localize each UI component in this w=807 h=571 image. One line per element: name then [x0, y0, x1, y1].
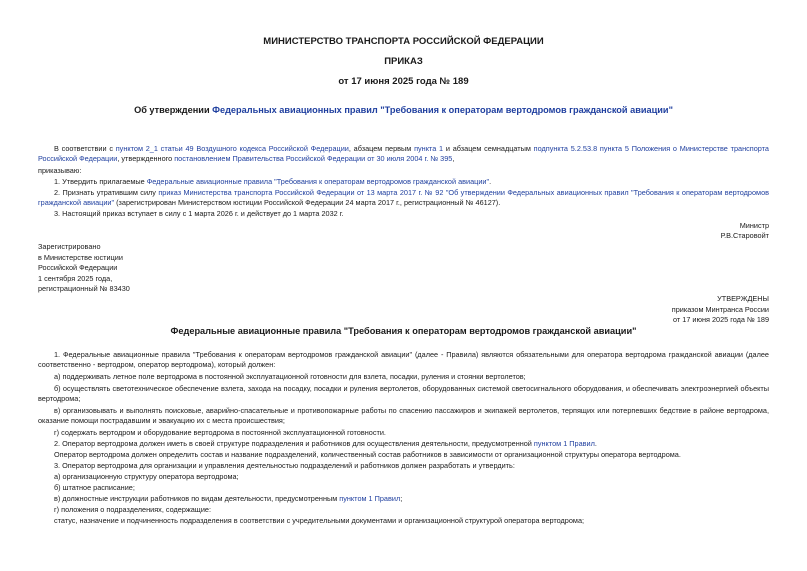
- order-item-3: 3. Настоящий приказ вступает в силу с 1 марта 2026 г. и действует до 1 марта 2032 г.: [54, 209, 344, 218]
- point-1-rules-link[interactable]: пунктом 1 Правил: [533, 439, 595, 448]
- order-item-1: [54, 177, 491, 187]
- order-verb: приказываю:: [38, 166, 82, 175]
- signer-name: Р.В.Старовойт: [720, 231, 769, 240]
- point-1-link[interactable]: пункта 1: [414, 144, 444, 153]
- document-type: ПРИКАЗ: [384, 56, 423, 67]
- approval-stamp-line: УТВЕРЖДЕНЫ: [717, 294, 769, 303]
- rules-paragraph-3: 3. Оператор вертодрома для организации и управления деятельностью подразделений и работников должен разработать и утвердить:: [54, 461, 515, 470]
- preamble-paragraph: [38, 144, 769, 164]
- rules-subitem-a: а) поддерживать летное поле вертодрома в постоянной эксплуатационной готовности для взлета, посадки, руления и стоянки вертолетов;: [54, 372, 526, 381]
- rules-text: .: [594, 439, 597, 448]
- order-item-2: [38, 188, 769, 208]
- regulation-subpoint-link[interactable]: подпункта 5.2.53.8 пункта 5 Положения о Министерстве транспорта Российской Федерации: [38, 144, 769, 163]
- item-text: (зарегистрирован Министерством юстиции Российской Федерации 24 марта 2017 г., регистрационный № 46127).: [114, 198, 501, 207]
- approval-stamp-line: приказом Минтранса России: [671, 305, 769, 314]
- rules-text: ;: [400, 494, 403, 503]
- rules-subitem-b: б) осуществлять светотехническое обеспечение взлета, захода на посадку, посадки и руления вертолетов, оборудованных системой светосигнального оборудования, и обеспечивать электроэнергией объекты вертодрома;: [38, 384, 769, 403]
- rules-text: в) должностные инструкции работников по видам деятельности, предусмотренным: [54, 494, 340, 503]
- item-text: 1. Утвердить прилагаемые: [54, 177, 147, 186]
- registration-line: 1 сентября 2025 года,: [38, 274, 113, 283]
- title-prefix: Об утверждении: [134, 105, 213, 115]
- registration-line: Российской Федерации: [38, 263, 118, 272]
- item-text: .: [489, 177, 492, 186]
- ministry-heading: МИНИСТЕРСТВО ТРАНСПОРТА РОССИЙСКОЙ ФЕДЕРАЦИИ: [263, 36, 544, 47]
- rules-subitem-3c: [54, 494, 402, 504]
- preamble-text: , абзацем первым: [348, 144, 415, 153]
- government-decree-link[interactable]: постановлением Правительства Российской Федерации от 30 июля 2004 г. № 395: [174, 154, 453, 163]
- repealed-order-link[interactable]: приказ Министерства транспорта Российской Федерации от 13 марта 2017 г. № 92 "Об утверждении Федеральных авиационных правил "Требования к операторам вертодромов гражданской авиации": [38, 188, 770, 207]
- rules-text: 2. Оператор вертодрома должен иметь в своей структуре подразделения и работников для осуществления деятельности, предусмотренной: [54, 439, 534, 448]
- rules-subitem-3e: статус, назначение и подчиненность подразделения в соответствии с учредительными документами и организационной структурой оператора вертодрома;: [54, 516, 585, 525]
- rules-subitem-3d: г) положения о подразделениях, содержащие:: [54, 505, 211, 514]
- rules-subitem-d: г) содержать вертодром и оборудование вертодрома в постоянной эксплуатационной готовности.: [54, 428, 386, 437]
- rules-subitem-c: в) организовывать и выполнять поисковые, аварийно-спасательные и противопожарные работы по спасению пассажиров и экипажей вертолетов, терпящих или потерпевших бедствие в районе вертодрома, оказание помощи пострадавшим и эвакуацию их с места происшествия;: [38, 406, 769, 425]
- approval-stamp-line: от 17 июня 2025 года № 189: [673, 315, 769, 324]
- rules-subitem-3b: б) штатное расписание;: [54, 483, 135, 492]
- rules-subitem-3a: а) организационную структуру оператора вертодрома;: [54, 472, 239, 481]
- registration-line: Зарегистрировано: [38, 242, 101, 251]
- rules-paragraph-2b: Оператор вертодрома должен определить состав и название подразделений, количественный состав работников в зависимости от организационной структуры оператора вертодрома.: [54, 450, 681, 459]
- signer-position: Министр: [739, 221, 769, 230]
- preamble-text: В соответствии с: [54, 144, 116, 153]
- preamble-text: , утвержденного: [117, 154, 175, 163]
- rules-paragraph-2: [54, 439, 597, 449]
- document-title: [0, 105, 807, 115]
- order-date-number: от 17 июня 2025 года № 189: [338, 76, 469, 87]
- rules-title: Федеральные авиационные правила "Требования к операторам вертодромов гражданской авиации": [170, 326, 637, 336]
- rules-paragraph-1: 1. Федеральные авиационные правила "Требования к операторам вертодромов гражданской авиации" (далее - Правила) являются обязательными для оператора вертодрома гражданской авиации (далее соответственно - вертодром, оператор вертодрома), который должен:: [38, 350, 769, 369]
- registration-line: регистрационный № 83430: [38, 284, 130, 293]
- air-code-link[interactable]: пунктом 2_1 статьи 49 Воздушного кодекса Российской Федерации: [115, 144, 349, 153]
- point-1-rules-link[interactable]: пунктом 1 Правил: [339, 494, 401, 503]
- registration-line: в Министерстве юстиции: [38, 253, 123, 262]
- approved-rules-link[interactable]: Федеральные авиационные правила "Требования к операторам вертодромов гражданской авиации": [146, 177, 490, 186]
- preamble-text: ,: [452, 154, 455, 163]
- title-rules-link[interactable]: Федеральных авиационных правил "Требования к операторам вертодромов гражданской авиации": [212, 105, 673, 115]
- preamble-text: и абзацем семнадцатым: [443, 144, 534, 153]
- item-text: 2. Признать утратившим силу: [54, 188, 159, 197]
